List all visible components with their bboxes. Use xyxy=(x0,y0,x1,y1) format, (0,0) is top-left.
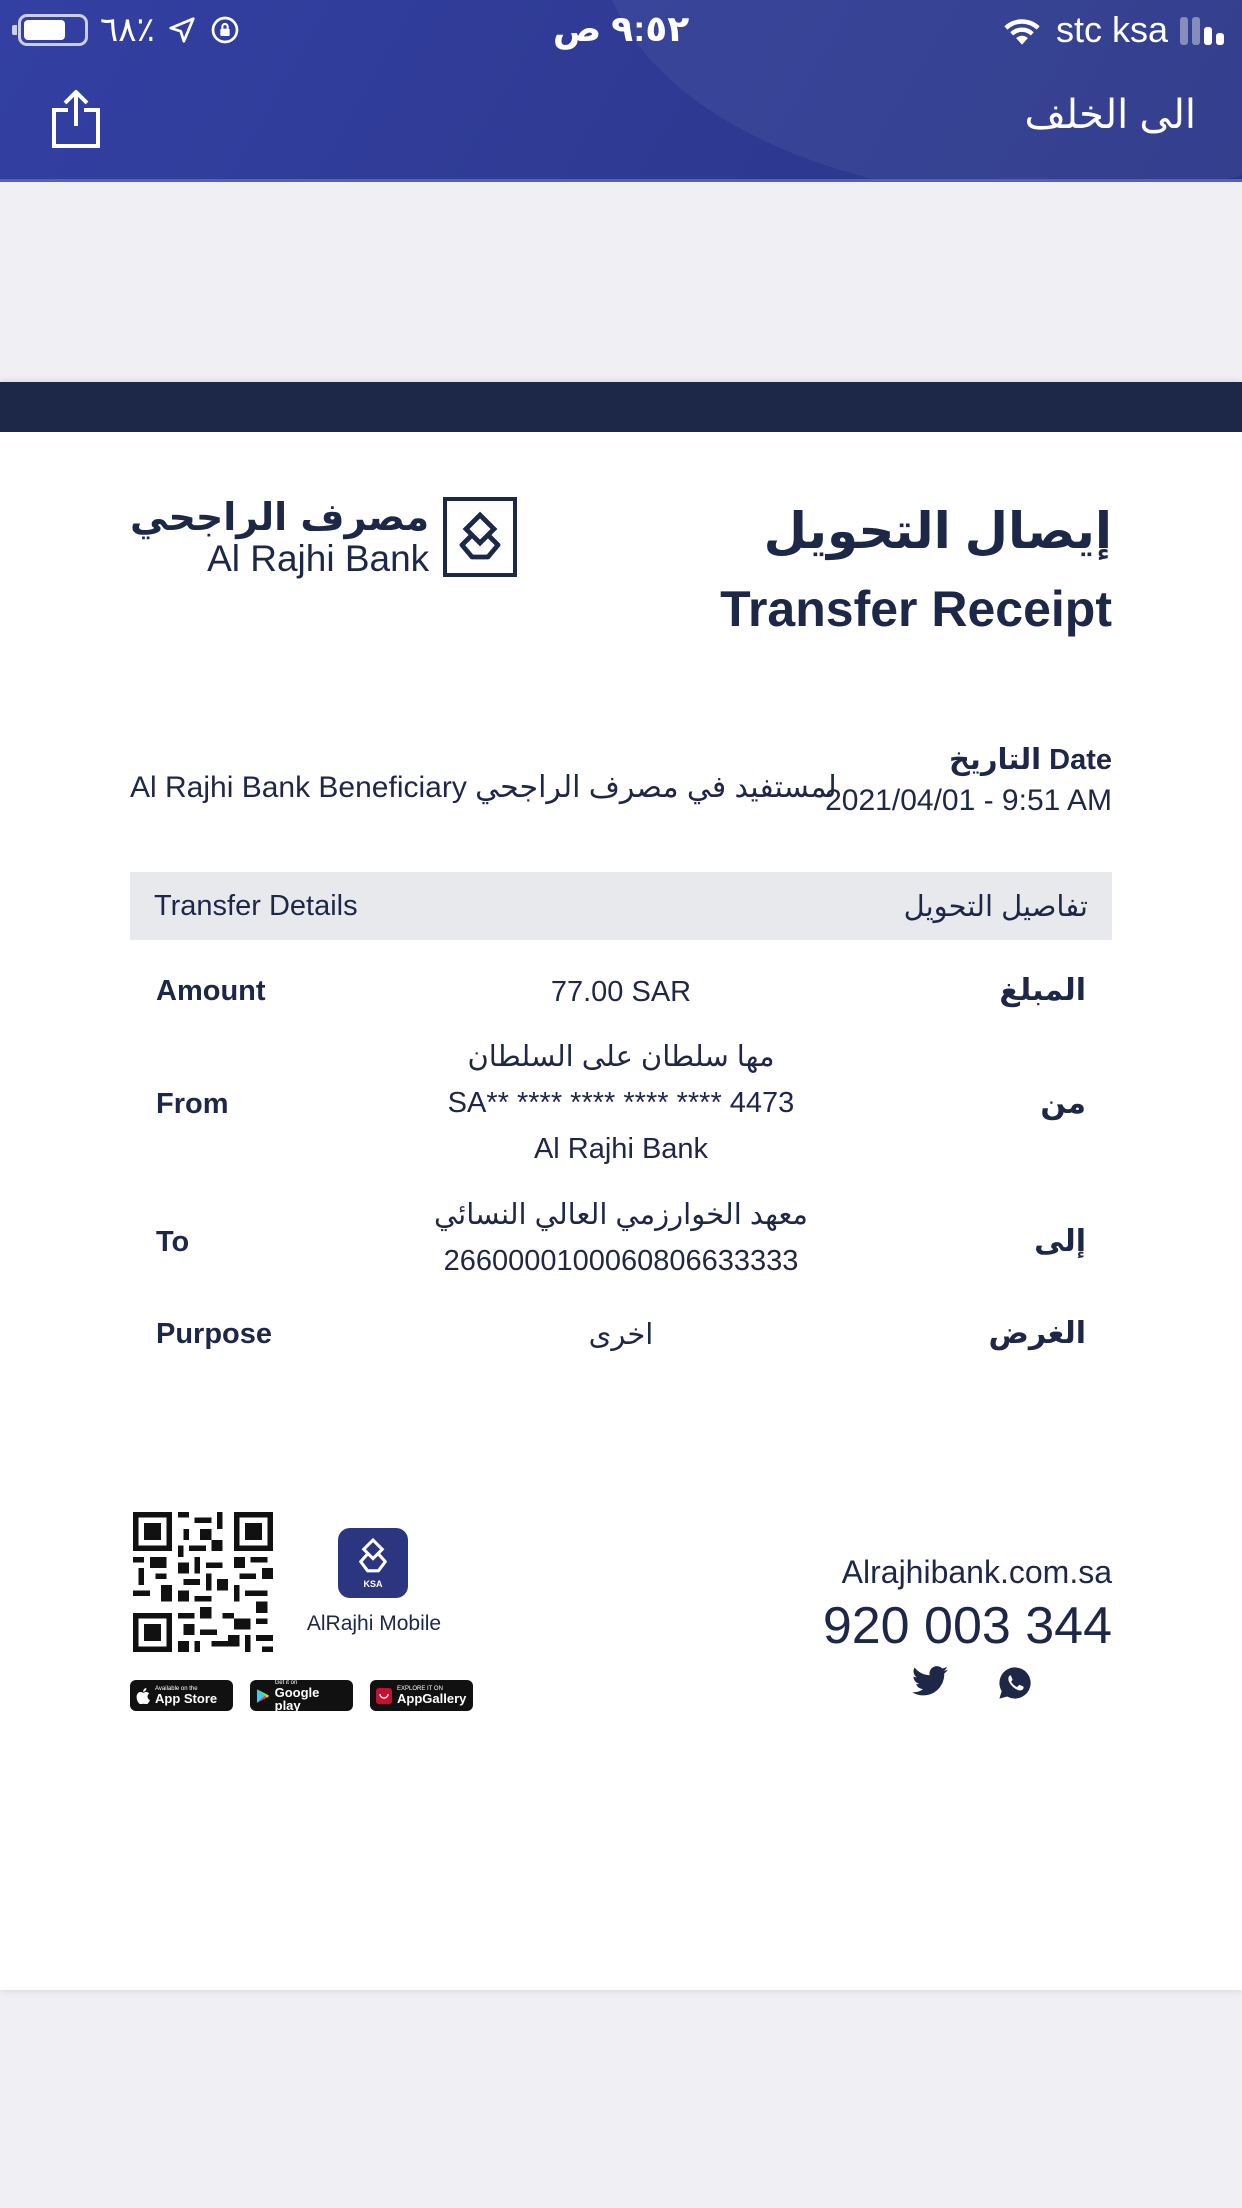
to-account: 2660000100060806633333 xyxy=(443,1245,799,1277)
to-row xyxy=(130,1192,1112,1288)
purpose-row xyxy=(130,1310,1112,1360)
transfer-details-title-ar: تفاصيل التحويل xyxy=(903,890,1088,923)
to-label-en: To xyxy=(156,1226,190,1258)
google-play-label: Google play xyxy=(274,1684,320,1713)
google-play-badge[interactable] xyxy=(250,1680,353,1711)
bank-logo xyxy=(130,494,517,579)
purpose-value: اخرى xyxy=(588,1319,654,1351)
from-name: مها سلطان على السلطان xyxy=(467,1041,775,1073)
app-gallery-label: AppGallery xyxy=(397,1691,467,1706)
amount-label-en: Amount xyxy=(156,975,266,1007)
signal-icon xyxy=(1180,15,1224,45)
from-account: SA** **** **** **** **** 4473 xyxy=(447,1087,795,1119)
purpose-label-ar: الغرض xyxy=(988,1317,1086,1350)
date-label: التاريخ Date xyxy=(949,744,1112,776)
apple-icon xyxy=(136,1688,150,1704)
beneficiary-type: Al Rajhi Bank Beneficiary لمستفيد في مصرف الراجحي xyxy=(130,771,837,804)
receipt-title-ar: إيصال التحويل xyxy=(763,503,1112,559)
share-button[interactable] xyxy=(50,88,102,150)
receipt-title-en: Transfer Receipt xyxy=(720,581,1112,637)
store-badges xyxy=(130,1680,473,1711)
bank-name-ar: مصرف الراجحي xyxy=(130,494,430,539)
back-button[interactable]: الى الخلف xyxy=(1024,93,1196,137)
app-name: AlRajhi Mobile xyxy=(306,1612,442,1635)
amount-label-ar: المبلغ xyxy=(999,974,1086,1007)
receipt-card xyxy=(0,382,1242,1990)
status-bar xyxy=(0,0,1242,60)
bank-name-en: Al Rajhi Bank xyxy=(207,537,430,579)
transfer-details-header xyxy=(130,872,1112,940)
twitter-icon xyxy=(912,1666,948,1696)
bank-logo-mark-icon xyxy=(443,497,517,577)
bank-website: Alrajhibank.com.sa xyxy=(841,1554,1112,1590)
google-play-small: Get it on xyxy=(274,1679,298,1686)
purpose-label-en: Purpose xyxy=(156,1318,273,1350)
social-icons xyxy=(912,1666,1032,1700)
status-right xyxy=(1000,10,1224,50)
to-label-ar: إلى xyxy=(1034,1225,1086,1258)
from-row xyxy=(130,1034,1112,1174)
huawei-icon xyxy=(376,1688,392,1704)
share-icon xyxy=(50,88,102,150)
battery-percent: ٪٦٨ xyxy=(100,11,155,49)
date-value: 2021/04/01 - 9:51 AM xyxy=(825,784,1112,817)
amount-row xyxy=(130,967,1112,1017)
carrier-name: stc ksa xyxy=(1055,9,1168,50)
google-play-icon xyxy=(256,1688,270,1704)
app-badge-ksa: KSA xyxy=(363,1579,383,1589)
app-store-badge[interactable] xyxy=(130,1680,233,1711)
to-name: معهد الخوارزمي العالي النسائي xyxy=(434,1199,808,1231)
whatsapp-icon xyxy=(998,1666,1032,1700)
status-time: ٩:٥٢ ص xyxy=(552,8,690,49)
bank-phone: 920 003 344 xyxy=(822,1597,1112,1655)
transfer-details-title-en: Transfer Details xyxy=(154,889,358,922)
amount-value: 77.00 SAR xyxy=(550,976,692,1008)
qr-code-icon xyxy=(133,1512,273,1652)
from-label-ar: من xyxy=(1040,1087,1086,1120)
wifi-icon xyxy=(1000,13,1044,47)
app-store-label: App Store xyxy=(155,1691,218,1706)
app-gallery-badge[interactable] xyxy=(370,1680,473,1711)
app-gallery-small: EXPLORE IT ON xyxy=(397,1686,443,1692)
app-store-small: Available on the xyxy=(155,1686,198,1692)
from-label-en: From xyxy=(156,1088,229,1120)
from-bank: Al Rajhi Bank xyxy=(533,1133,709,1165)
receipt-top-band xyxy=(0,382,1242,432)
alrajhi-mobile-app-icon xyxy=(338,1528,408,1598)
navigation-header xyxy=(0,0,1242,182)
